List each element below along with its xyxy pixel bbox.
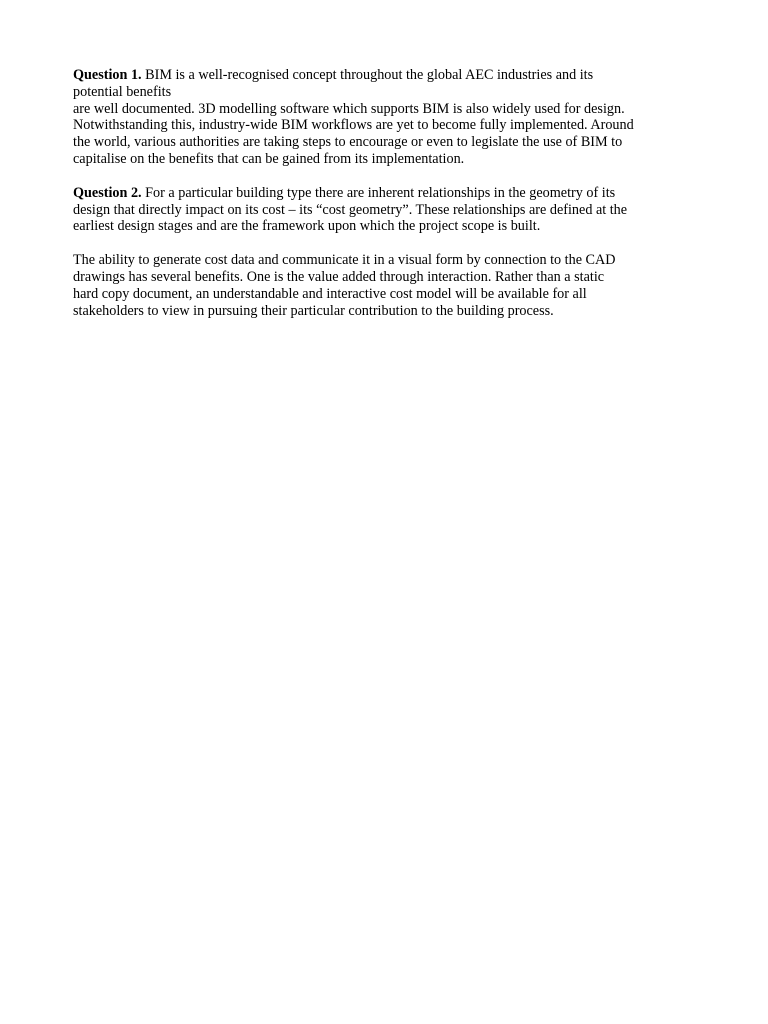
question-1-line-2: potential benefits	[73, 83, 172, 100]
question-2-line-2: design that directly impact on its cost – its “cost geometry”. These relationships are defined at the	[73, 201, 628, 218]
question-1-line-1: BIM is a well-recognised concept throughout the global AEC industries and its	[141, 67, 594, 83]
question-1-paragraph	[73, 67, 693, 168]
body-paragraph-line-3: hard copy document, an understandable and interactive cost model will be available for all	[73, 285, 587, 302]
document-page	[73, 67, 693, 336]
question-1-line-4: Notwithstanding this, industry-wide BIM workflows are yet to become fully implemented. Around	[73, 117, 634, 134]
question-1-label: Question 1.	[73, 67, 142, 83]
text-line	[73, 67, 693, 84]
question-2-paragraph	[73, 185, 693, 235]
question-2-label: Question 2.	[73, 184, 142, 201]
question-1-line-5: the world, various authorities are taking steps to encourage or even to legislate the use of BIM to	[73, 134, 623, 151]
body-paragraph	[73, 252, 693, 319]
question-2-line-1: For a particular building type there are inherent relationships in the geometry of its	[141, 184, 616, 201]
body-paragraph-line-4: stakeholders to view in pursuing their particular contribution to the building process.	[73, 302, 554, 319]
question-1-line-3: are well documented. 3D modelling software which supports BIM is also widely used for design.	[73, 100, 625, 117]
text-line	[73, 185, 693, 202]
body-paragraph-line-2: drawings has several benefits. One is the value added through interaction. Rather than a static	[73, 268, 605, 285]
question-1-line-6: capitalise on the benefits that can be gained from its implementation.	[73, 150, 465, 167]
body-paragraph-line-1: The ability to generate cost data and communicate it in a visual form by connection to the CAD	[73, 252, 616, 269]
question-2-line-3: earliest design stages and are the framework upon which the project scope is built.	[73, 218, 541, 235]
